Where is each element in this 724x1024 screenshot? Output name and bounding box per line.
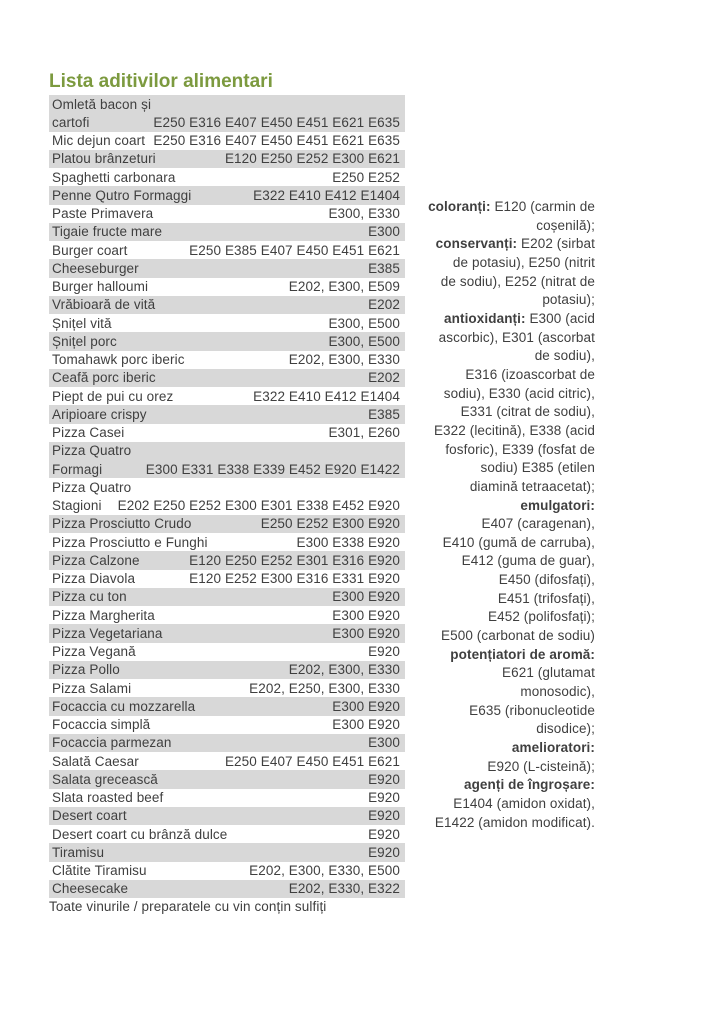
legend-line xyxy=(428,385,595,404)
dish-name: Șnițel vită xyxy=(52,315,112,331)
table-row xyxy=(49,570,405,588)
table-row-line xyxy=(49,223,405,241)
legend-text: E412 (guma de guar), xyxy=(461,553,595,569)
legend-category-label: emulgatori: xyxy=(520,497,595,513)
additive-codes: E250 E316 E407 E450 E451 E621 E635 xyxy=(153,114,400,130)
dish-name: Desert coart cu brânză dulce xyxy=(52,826,228,842)
legend-text: E920 (L-cisteină); xyxy=(487,758,595,774)
legend-line xyxy=(428,441,595,460)
legend-text: disodice); xyxy=(536,721,595,737)
page-title: Lista aditivilor alimentari xyxy=(49,71,273,92)
additive-codes: E385 xyxy=(368,406,400,422)
additive-codes: E300 E920 xyxy=(332,607,400,623)
table-row xyxy=(49,862,405,880)
additive-codes: E300, E500 xyxy=(328,315,400,331)
table-row-line xyxy=(49,716,405,734)
table-row xyxy=(49,752,405,770)
dish-name: Penne Qutro Formaggi xyxy=(52,187,192,203)
additive-codes: E385 xyxy=(368,260,400,276)
table-row xyxy=(49,205,405,223)
additive-codes: E300, E500 xyxy=(328,333,400,349)
table-row-line xyxy=(49,697,405,715)
legend-line xyxy=(428,497,595,516)
legend-text: E120 (carmin de xyxy=(490,199,595,214)
legend-text: coșenilă); xyxy=(536,217,595,233)
additive-codes: E920 xyxy=(368,790,400,806)
table-row-line xyxy=(49,661,405,679)
table-row-line xyxy=(49,843,405,861)
dish-name: Focaccia cu mozzarella xyxy=(52,698,196,714)
table-row xyxy=(49,825,405,843)
dish-name: Tigaie fructe mare xyxy=(52,224,163,240)
table-row xyxy=(49,643,405,661)
legend-text: E331 (citrat de sodiu), xyxy=(460,404,595,420)
table-row xyxy=(49,150,405,168)
dish-name: Pizza Prosciutto e Funghi xyxy=(52,534,208,550)
table-row xyxy=(49,424,405,442)
additive-codes: E300 E331 E338 E339 E452 E920 E1422 xyxy=(145,461,400,477)
table-row-line xyxy=(49,332,405,350)
additive-codes: E300 xyxy=(368,224,400,240)
legend-line xyxy=(428,814,595,833)
table-row-line xyxy=(49,807,405,825)
dish-name: Platou brânzeturi xyxy=(52,151,156,167)
table-row-line xyxy=(49,314,405,332)
table-row xyxy=(49,807,405,825)
legend-line xyxy=(428,702,595,721)
additive-codes: E202, E300, E330 xyxy=(288,352,400,368)
legend-text: E451 (trifosfați), xyxy=(497,590,595,606)
table-row xyxy=(49,296,405,314)
dish-name: Pizza Casei xyxy=(52,425,125,441)
dish-name: Aripioare crispy xyxy=(52,406,147,422)
dish-name: Pizza Margherita xyxy=(52,607,155,623)
table-row xyxy=(49,551,405,569)
legend-text: diamină tetraacetat); xyxy=(469,478,595,494)
dish-name: Clătite Tiramisu xyxy=(52,863,147,879)
legend-line xyxy=(428,235,595,254)
table-row-line xyxy=(49,369,405,387)
dish-name: Omletă bacon și xyxy=(52,96,152,112)
table-row xyxy=(49,606,405,624)
additive-codes: E250 E252 xyxy=(332,169,400,185)
table-row xyxy=(49,679,405,697)
legend-category-label: amelioratori: xyxy=(511,740,595,756)
table-row xyxy=(49,369,405,387)
legend-text: de potasiu), E250 (nitrit xyxy=(452,254,595,270)
additive-codes: E300, E330 xyxy=(328,206,400,222)
legend-text: E300 (acid xyxy=(525,310,595,326)
table-row-line xyxy=(49,259,405,277)
additive-codes: E202 E250 E252 E300 E301 E338 E452 E920 xyxy=(117,498,400,514)
dish-name: Pizza Prosciutto Crudo xyxy=(52,516,192,532)
legend-text: E316 (izoascorbat de xyxy=(465,366,595,382)
additive-codes: E300 E920 xyxy=(332,717,400,733)
table-row xyxy=(49,132,405,150)
table-row xyxy=(49,223,405,241)
legend-line xyxy=(428,627,595,646)
additive-codes: E322 E410 E412 E1404 xyxy=(253,388,400,404)
legend-text: E1422 (amidon modificat). xyxy=(434,814,595,830)
legend-text: potasiu); xyxy=(542,292,595,308)
table-row xyxy=(49,716,405,734)
additive-codes: E202, E250, E300, E330 xyxy=(249,680,400,696)
table-row xyxy=(49,588,405,606)
legend-line xyxy=(428,758,595,777)
table-row-line xyxy=(49,533,405,551)
legend-text: E202 (sirbat xyxy=(517,236,595,252)
table-row xyxy=(49,332,405,350)
table-row-line xyxy=(49,405,405,423)
legend-text: ascorbic), E301 (ascorbat xyxy=(438,329,595,345)
additive-codes: E300 E920 xyxy=(332,698,400,714)
table-row-line xyxy=(49,551,405,569)
table-row-line xyxy=(49,113,405,131)
table-row xyxy=(49,95,405,132)
table-row xyxy=(49,789,405,807)
legend-line xyxy=(428,608,595,627)
legend-text: E621 (glutamat xyxy=(502,665,595,681)
table-row-line xyxy=(49,497,405,515)
legend-line xyxy=(428,273,595,292)
table-row-line xyxy=(49,570,405,588)
legend-text: E452 (polifosfați); xyxy=(488,609,595,625)
table-row-line xyxy=(49,241,405,259)
legend-line xyxy=(428,217,595,236)
table-row xyxy=(49,624,405,642)
dish-name: Pizza Diavola xyxy=(52,571,136,587)
legend-line xyxy=(428,403,595,422)
dish-name: Focaccia parmezan xyxy=(52,735,172,751)
additive-codes: E202, E330, E322 xyxy=(288,881,400,897)
legend-text: E635 (ribonucleotide xyxy=(469,702,595,718)
legend-line xyxy=(428,552,595,571)
legend-line xyxy=(428,254,595,273)
table-row xyxy=(49,533,405,551)
table-row-line xyxy=(49,880,405,898)
dish-name: Pizza cu ton xyxy=(52,589,127,605)
table-row xyxy=(49,697,405,715)
dish-name: Salată Caesar xyxy=(52,753,139,769)
legend-line xyxy=(428,664,595,683)
legend-category-label: antioxidanți: xyxy=(444,310,526,326)
legend-line xyxy=(428,776,595,795)
sulfites-note: Toate vinurile / preparatele cu vin conțin sulfiți xyxy=(49,899,327,914)
legend-line xyxy=(428,590,595,609)
dish-name: Burger coart xyxy=(52,242,128,258)
dish-name: Vrăbioară de vită xyxy=(52,297,156,313)
dish-name: Pizza Calzone xyxy=(52,552,140,568)
legend-line xyxy=(428,515,595,534)
additives-legend xyxy=(428,198,595,832)
dish-name: Pizza Vegană xyxy=(52,644,136,660)
legend-text: E500 (carbonat de sodiu) xyxy=(441,628,595,644)
legend-text: sodiu) E385 (etilen xyxy=(480,460,595,476)
table-row-line xyxy=(49,132,405,150)
table-row-line xyxy=(49,862,405,880)
additive-codes: E250 E316 E407 E450 E451 E621 E635 xyxy=(153,133,400,149)
dish-name: cartofi xyxy=(52,114,90,130)
table-row-line xyxy=(49,442,405,460)
legend-line xyxy=(428,646,595,665)
legend-line xyxy=(428,571,595,590)
legend-category-label: potențiatori de aromă: xyxy=(450,646,595,662)
legend-text: fosforic), E339 (fosfat de xyxy=(445,441,595,457)
legend-line xyxy=(428,422,595,441)
additive-codes: E202, E300, E509 xyxy=(288,279,400,295)
legend-category-label: agenți de îngroșare: xyxy=(463,777,595,793)
additive-codes: E202, E300, E330 xyxy=(288,662,400,678)
legend-line xyxy=(428,347,595,366)
additive-codes: E300 xyxy=(368,735,400,751)
legend-line xyxy=(428,795,595,814)
additive-codes: E202 xyxy=(368,370,400,386)
table-row xyxy=(49,278,405,296)
table-row-line xyxy=(49,186,405,204)
legend-line xyxy=(428,459,595,478)
dish-name: Piept de pui cu orez xyxy=(52,388,174,404)
table-row-line xyxy=(49,789,405,807)
additive-codes: E301, E260 xyxy=(328,425,400,441)
legend-text: monosodic), xyxy=(520,684,595,700)
table-row-line xyxy=(49,205,405,223)
table-row xyxy=(49,843,405,861)
dish-name: Burger halloumi xyxy=(52,279,149,295)
additive-codes: E300 E920 xyxy=(332,589,400,605)
table-row xyxy=(49,387,405,405)
dish-name: Pizza Pollo xyxy=(52,662,120,678)
legend-category-label: conservanți: xyxy=(435,236,518,252)
additive-codes: E202 xyxy=(368,297,400,313)
table-row-line xyxy=(49,643,405,661)
table-row-line xyxy=(49,387,405,405)
table-row xyxy=(49,442,405,479)
dish-name: Focaccia simplă xyxy=(52,717,151,733)
legend-text: de sodiu), E252 (nitrat de xyxy=(440,273,595,289)
legend-text: E410 (gumă de carruba), xyxy=(442,534,595,550)
dish-name: Stagioni xyxy=(52,498,102,514)
additive-codes: E920 xyxy=(368,644,400,660)
legend-text: sodiu), E330 (acid citric), xyxy=(443,385,595,401)
legend-text: E450 (difosfați), xyxy=(498,572,595,588)
additive-codes: E202, E300, E330, E500 xyxy=(249,863,400,879)
table-row-line xyxy=(49,624,405,642)
table-row-line xyxy=(49,734,405,752)
table-row xyxy=(49,351,405,369)
table-row-line xyxy=(49,424,405,442)
table-row xyxy=(49,259,405,277)
legend-text: E1404 (amidon oxidat), xyxy=(453,796,595,811)
table-row-line xyxy=(49,150,405,168)
table-row-line xyxy=(49,278,405,296)
table-row-line xyxy=(49,168,405,186)
additive-codes: E322 E410 E412 E1404 xyxy=(253,187,400,203)
table-row xyxy=(49,478,405,515)
dish-name: Mic dejun coart xyxy=(52,133,146,149)
legend-line xyxy=(428,329,595,348)
dish-name: Pizza Quatro xyxy=(52,479,132,495)
additive-codes: E300 E338 E920 xyxy=(296,534,400,550)
additive-codes: E120 E250 E252 E300 E621 xyxy=(224,151,400,167)
dish-name: Paste Primavera xyxy=(52,206,154,222)
dish-name: Tiramisu xyxy=(52,844,105,860)
table-row-line xyxy=(49,752,405,770)
table-row-line xyxy=(49,606,405,624)
table-row-line xyxy=(49,679,405,697)
additive-codes: E250 E252 E300 E920 xyxy=(260,516,400,532)
table-row xyxy=(49,515,405,533)
dish-name: Șnițel porc xyxy=(52,333,117,349)
table-row-line xyxy=(49,588,405,606)
table-row-line xyxy=(49,460,405,478)
table-row-line xyxy=(49,825,405,843)
additive-codes: E250 E385 E407 E450 E451 E621 xyxy=(189,242,400,258)
additive-codes: E120 E252 E300 E316 E331 E920 xyxy=(189,571,400,587)
dish-name: Spaghetti carbonara xyxy=(52,169,176,185)
legend-line xyxy=(428,291,595,310)
additive-codes: E300 E920 xyxy=(332,625,400,641)
table-row xyxy=(49,661,405,679)
additive-codes: E920 xyxy=(368,826,400,842)
table-row xyxy=(49,241,405,259)
table-row-line xyxy=(49,351,405,369)
table-row xyxy=(49,734,405,752)
dish-name: Desert coart xyxy=(52,808,127,824)
legend-text: E322 (lecitină), E338 (acid xyxy=(433,422,595,438)
dish-name: Pizza Salami xyxy=(52,680,132,696)
legend-line xyxy=(428,198,595,217)
legend-line xyxy=(428,534,595,553)
additive-codes: E250 E407 E450 E451 E621 xyxy=(224,753,400,769)
additives-table xyxy=(49,95,405,898)
table-row-line xyxy=(49,770,405,788)
additive-codes: E920 xyxy=(368,808,400,824)
additive-codes: E920 xyxy=(368,771,400,787)
table-row xyxy=(49,770,405,788)
table-row xyxy=(49,314,405,332)
dish-name: Slata roasted beef xyxy=(52,790,164,806)
table-row-line xyxy=(49,515,405,533)
legend-line xyxy=(428,310,595,329)
dish-name: Cheesecake xyxy=(52,881,129,897)
dish-name: Salata grecească xyxy=(52,771,158,787)
dish-name: Tomahawk porc iberic xyxy=(52,352,185,368)
table-row-line xyxy=(49,478,405,496)
dish-name: Pizza Quatro xyxy=(52,443,132,459)
table-row-line xyxy=(49,95,405,113)
table-row xyxy=(49,168,405,186)
dish-name: Formagi xyxy=(52,461,103,477)
legend-line xyxy=(428,683,595,702)
legend-line xyxy=(428,366,595,385)
legend-category-label: coloranți: xyxy=(428,199,491,214)
additive-codes: E920 xyxy=(368,844,400,860)
dish-name: Cheeseburger xyxy=(52,260,139,276)
table-row xyxy=(49,405,405,423)
legend-line xyxy=(428,478,595,497)
additive-codes: E120 E250 E252 E301 E316 E920 xyxy=(189,552,400,568)
legend-text: de sodiu), xyxy=(534,348,595,364)
dish-name: Ceafă porc iberic xyxy=(52,370,156,386)
dish-name: Pizza Vegetariana xyxy=(52,625,163,641)
legend-text: E407 (caragenan), xyxy=(481,516,595,532)
legend-line xyxy=(428,739,595,758)
legend-line xyxy=(428,720,595,739)
table-row xyxy=(49,880,405,898)
table-row xyxy=(49,186,405,204)
table-row-line xyxy=(49,296,405,314)
